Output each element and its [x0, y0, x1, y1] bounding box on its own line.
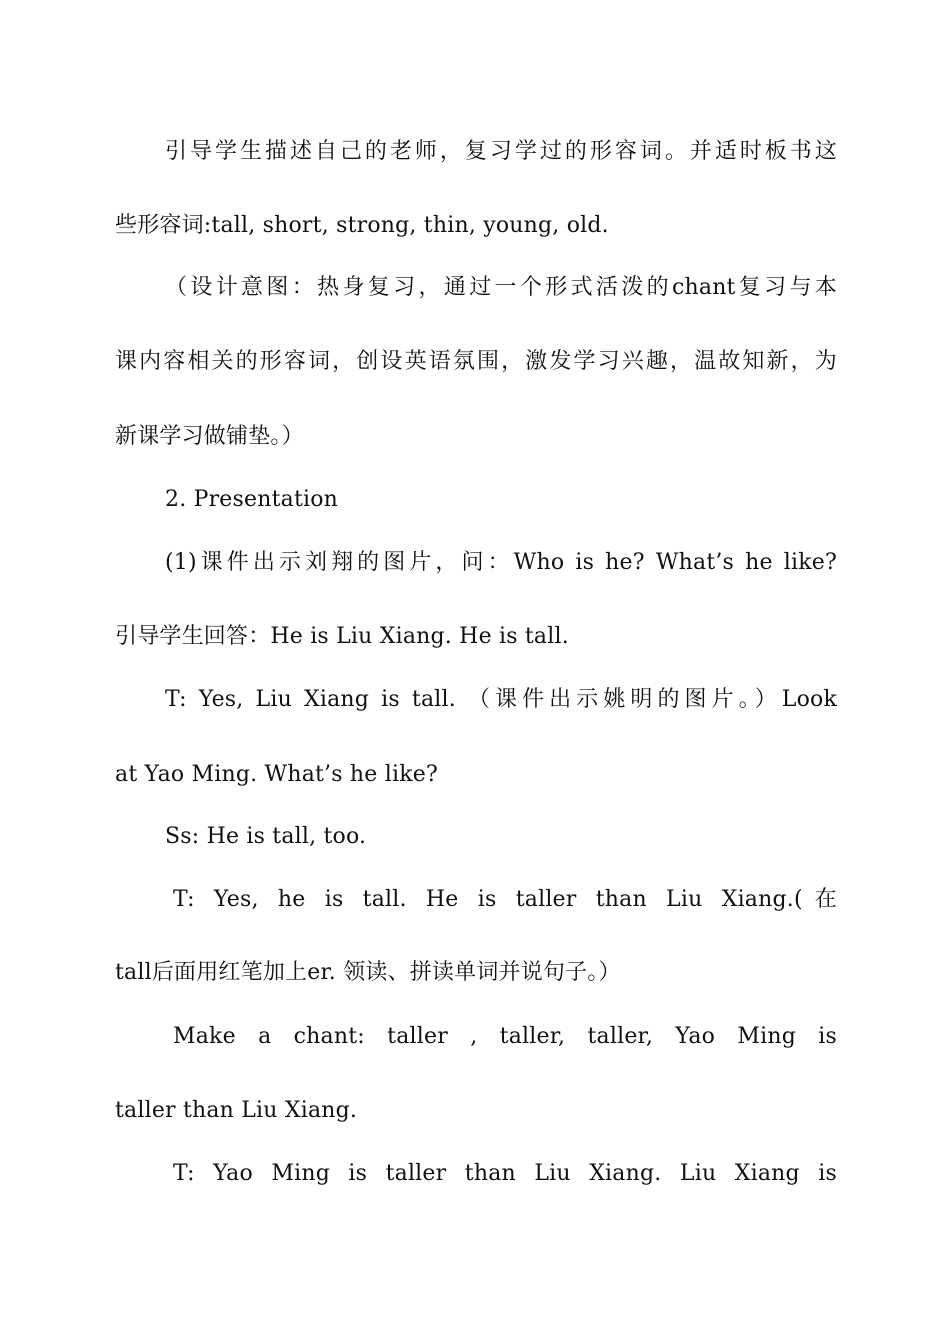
paragraph-line-12: T: Yes, he is tall. He is taller than Liu Xiang.(在	[173, 887, 837, 912]
paragraph-line-3: （设计意图：热身复习，通过一个形式活泼的chant复习与本	[165, 275, 837, 300]
paragraph-line-1: 引导学生描述自己的老师，复习学过的形容词。并适时板书这	[165, 139, 837, 164]
paragraph-line-10: at Yao Ming. What’s he like?	[115, 762, 438, 787]
paragraph-line-2: 些形容词:tall, short, strong, thin, young, old.	[115, 213, 609, 238]
paragraph-line-16: T: Yao Ming is taller than Liu Xiang. Liu Xiang is	[173, 1161, 837, 1186]
paragraph-line-8: 引导学生回答：He is Liu Xiang. He is tall.	[115, 624, 569, 649]
paragraph-line-5: 新课学习做铺垫。）	[115, 424, 304, 449]
paragraph-line-13: tall后面用红笔加上er. 领读、拼读单词并说句子。）	[115, 960, 621, 985]
paragraph-line-14: Make a chant: taller , taller, taller, Yao Ming is	[173, 1024, 837, 1049]
paragraph-line-4: 课内容相关的形容词，创设英语氛围，激发学习兴趣，温故知新，为	[115, 349, 837, 374]
section-heading-presentation: 2. Presentation	[165, 487, 339, 512]
paragraph-line-15: taller than Liu Xiang.	[115, 1098, 358, 1123]
paragraph-line-11: Ss: He is tall, too.	[165, 824, 367, 849]
paragraph-line-7: (1)课件出示刘翔的图片，问：Who is he? What’s he like?	[165, 550, 837, 575]
paragraph-line-9: T: Yes, Liu Xiang is tall. （课件出示姚明的图片。）Look	[165, 687, 837, 712]
